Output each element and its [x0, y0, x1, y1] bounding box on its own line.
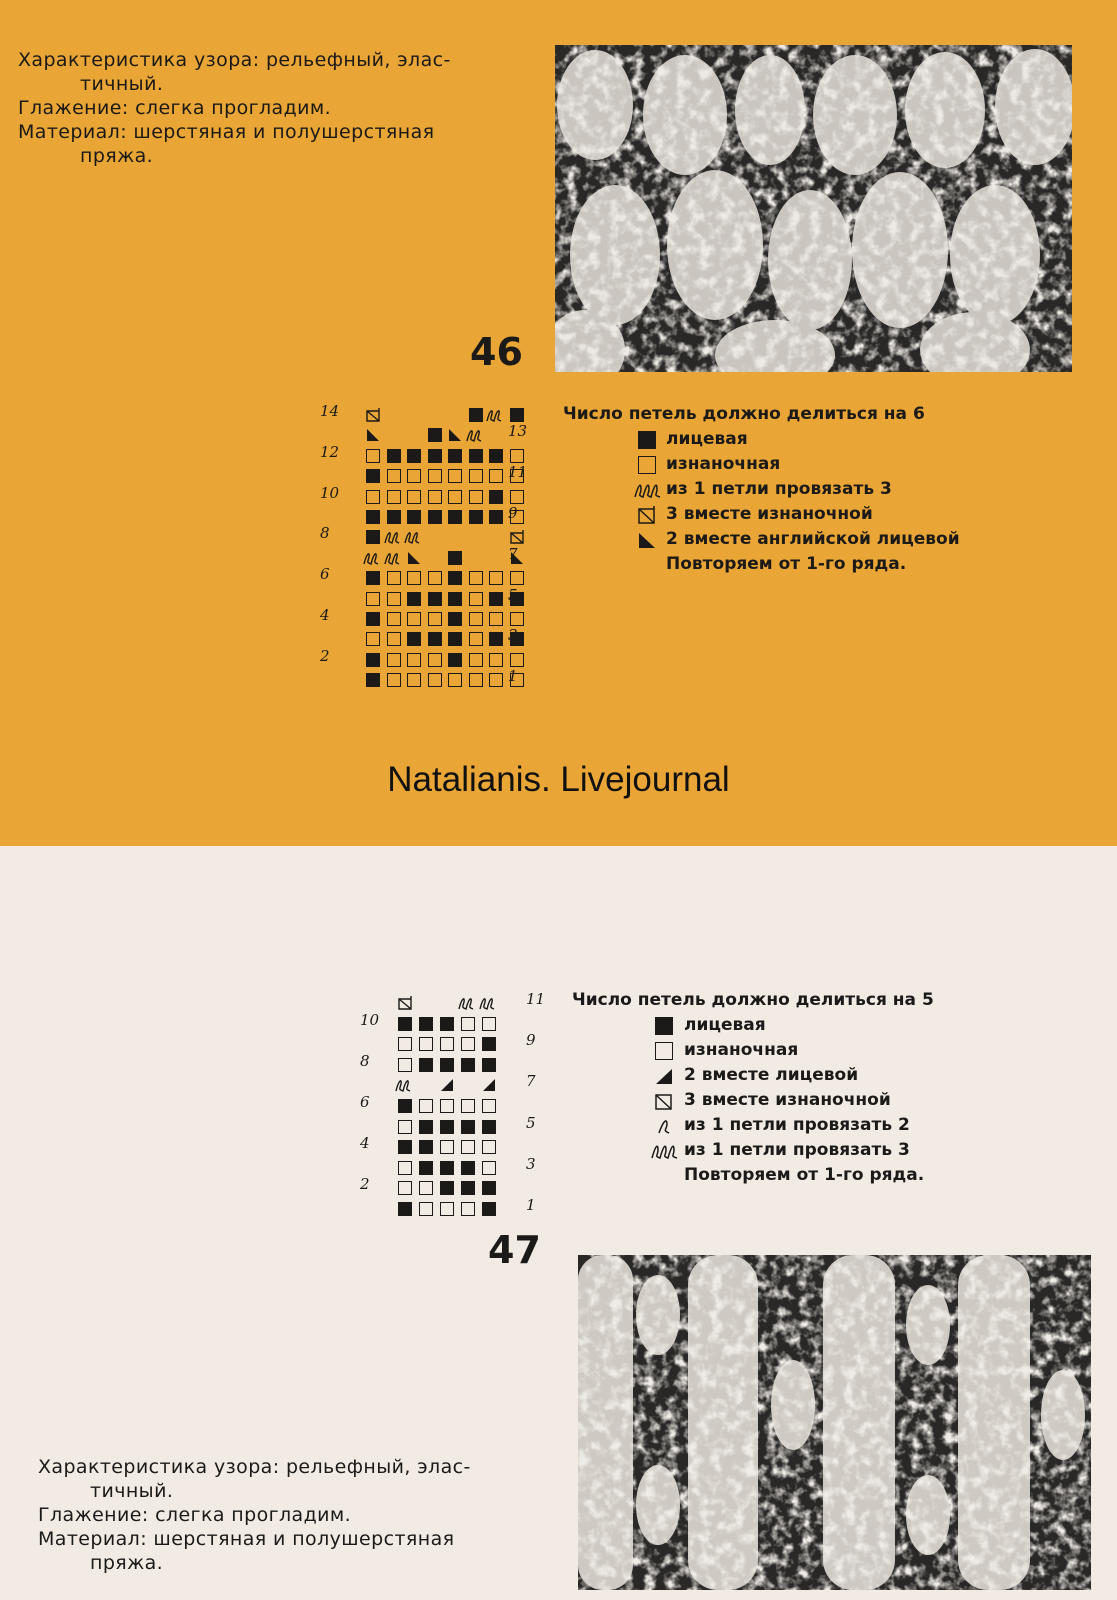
purl-stitch-cell [419, 1181, 433, 1195]
knit-stitch-cell [387, 449, 401, 463]
legend-item [563, 477, 1003, 502]
legend-heading: Число петель должно делиться на 6 [563, 404, 925, 424]
purl-stitch-cell [469, 632, 483, 646]
purl-stitch-cell [469, 469, 483, 483]
legend-label: 3 вместе изнаночной [684, 1090, 891, 1110]
purl-stitch-cell [366, 592, 380, 606]
knit-stitch-cell [398, 1017, 412, 1031]
purl-stitch-cell [366, 449, 380, 463]
description-line: Характеристика узора: рельефный, элас- [18, 49, 451, 71]
legend-label: из 1 петли провязать 3 [666, 479, 892, 499]
purl-stitch-cell [398, 1058, 412, 1072]
knit-stitch-cell [461, 1161, 475, 1175]
purl-stitch-cell [387, 469, 401, 483]
knit-stitch-cell [489, 510, 503, 524]
double-loop-icon [458, 996, 476, 1010]
row-number: 6 [320, 565, 330, 584]
knit-texture-image [578, 1255, 1091, 1590]
purl-stitch-cell [366, 632, 380, 646]
legend-repeat-text: Повторяем от 1-го ряда. [684, 1165, 925, 1185]
double-loop-icon [363, 551, 381, 565]
purl-stitch-cell [510, 612, 524, 626]
pattern-47-chart [358, 988, 548, 1228]
knit-stitch-cell [366, 653, 380, 667]
purl-stitch-cell [407, 653, 421, 667]
legend-item [563, 502, 1003, 527]
legend-item [572, 1138, 1012, 1163]
knit-stitch-cell [469, 510, 483, 524]
row-number: 7 [508, 544, 518, 563]
knit-stitch-cell [440, 1161, 454, 1175]
legend-item [572, 1063, 1012, 1088]
legend-item [563, 452, 1003, 477]
row-number: 11 [526, 990, 546, 1008]
double-loop-icon [404, 530, 422, 544]
triangle-icon [366, 428, 380, 442]
knit-stitch-cell [428, 428, 442, 442]
row-number: 2 [360, 1175, 370, 1194]
legend-label: 3 вместе изнаночной [666, 504, 873, 524]
knit-stitch-cell [489, 490, 503, 504]
description-line: Глажение: слегка прогладим. [38, 1504, 352, 1526]
knit-stitch-cell [489, 449, 503, 463]
purl-stitch-cell [407, 571, 421, 585]
purl-stitch-cell [448, 469, 462, 483]
knit-stitch-cell [398, 1140, 412, 1154]
pattern-47-legend [572, 988, 1012, 1188]
purl-stitch-cell [387, 632, 401, 646]
filled-square-icon [655, 1017, 673, 1035]
legend-heading: Число петель должно делиться на 5 [572, 990, 934, 1010]
knit-stitch-cell [366, 612, 380, 626]
pattern-47-knit-photo [578, 1255, 1091, 1590]
knit-stitch-cell [440, 1181, 454, 1195]
legend-item [572, 1038, 1012, 1063]
purl-stitch-cell [489, 612, 503, 626]
three-together-purl-icon [398, 996, 412, 1010]
knit-stitch-cell [448, 592, 462, 606]
knit-stitch-cell [428, 449, 442, 463]
purl-stitch-cell [469, 653, 483, 667]
purl-stitch-cell [482, 1161, 496, 1175]
legend-repeat-text: Повторяем от 1-го ряда. [666, 554, 907, 574]
knit-stitch-cell [448, 632, 462, 646]
purl-stitch-cell [461, 1202, 475, 1216]
purl-stitch-cell [489, 571, 503, 585]
knit-stitch-cell [366, 469, 380, 483]
legend-label: из 1 петли провязать 2 [684, 1115, 910, 1135]
row-number: 10 [360, 1010, 380, 1029]
knit-stitch-cell [407, 592, 421, 606]
description-line: Материал: шерстяная и полушерстяная [18, 121, 435, 143]
legend-item [563, 427, 1003, 452]
purl-stitch-cell [398, 1161, 412, 1175]
filled-square-icon [638, 431, 656, 449]
knit-stitch-cell [366, 673, 380, 687]
pattern-47-description [38, 1455, 558, 1575]
purl-stitch-cell [428, 490, 442, 504]
row-number: 14 [320, 402, 340, 420]
pattern-46-knit-photo [555, 45, 1072, 372]
purl-stitch-cell [440, 1140, 454, 1154]
purl-stitch-cell [469, 571, 483, 585]
row-number: 8 [320, 524, 330, 543]
row-number: 4 [360, 1134, 370, 1153]
purl-stitch-cell [510, 653, 524, 667]
knit-stitch-cell [448, 571, 462, 585]
purl-stitch-cell [510, 571, 524, 585]
purl-stitch-cell [398, 1181, 412, 1195]
row-number: 3 [526, 1154, 536, 1173]
three-together-purl-icon [655, 1092, 673, 1110]
purl-stitch-cell [428, 653, 442, 667]
knit-stitch-cell [428, 510, 442, 524]
empty-square-icon [638, 456, 656, 474]
purl-stitch-cell [482, 1017, 496, 1031]
knit-stitch-cell [482, 1037, 496, 1051]
row-number: 9 [508, 504, 518, 522]
legend-item [563, 527, 1003, 552]
pattern-46-description [18, 48, 538, 168]
purl-stitch-cell [428, 673, 442, 687]
knit-stitch-cell [448, 551, 462, 565]
pattern-47-number: 47 [488, 1228, 541, 1272]
knit-stitch-cell [489, 592, 503, 606]
knit-stitch-cell [407, 510, 421, 524]
knit-stitch-cell [440, 1017, 454, 1031]
legend-label: лицевая [666, 429, 748, 449]
double-loop-icon [486, 408, 504, 422]
purl-stitch-cell [398, 1037, 412, 1051]
row-number: 12 [320, 442, 340, 461]
purl-stitch-cell [482, 1099, 496, 1113]
purl-stitch-cell [428, 469, 442, 483]
purl-stitch-cell [428, 612, 442, 626]
purl-stitch-cell [428, 571, 442, 585]
knit-stitch-cell [419, 1017, 433, 1031]
row-number: 4 [320, 606, 330, 624]
knit-stitch-cell [398, 1202, 412, 1216]
purl-stitch-cell [489, 469, 503, 483]
triangle-icon [655, 1067, 673, 1085]
purl-stitch-cell [461, 1017, 475, 1031]
double-loop-icon [384, 530, 402, 544]
knit-stitch-cell [398, 1099, 412, 1113]
purl-stitch-cell [387, 653, 401, 667]
purl-stitch-cell [440, 1202, 454, 1216]
triangle-icon [638, 531, 656, 549]
double-loop-icon [395, 1078, 413, 1092]
purl-stitch-cell [469, 592, 483, 606]
row-number: 9 [526, 1031, 536, 1050]
legend-item [572, 1113, 1012, 1138]
knit-stitch-cell [440, 1120, 454, 1134]
double-loop-icon [466, 428, 484, 442]
purl-stitch-cell [440, 1037, 454, 1051]
purl-stitch-cell [419, 1202, 433, 1216]
legend-label: из 1 петли провязать 3 [684, 1140, 910, 1160]
legend-item [572, 1088, 1012, 1113]
row-number: 5 [526, 1113, 536, 1132]
knit-stitch-cell [469, 408, 483, 422]
row-number: 5 [508, 585, 518, 604]
purl-stitch-cell [440, 1099, 454, 1113]
knit-stitch-cell [461, 1058, 475, 1072]
double-loop-icon [655, 1117, 673, 1135]
triple-loop-icon [650, 1142, 678, 1160]
purl-stitch-cell [489, 653, 503, 667]
purl-stitch-cell [461, 1037, 475, 1051]
purl-stitch-cell [387, 571, 401, 585]
knit-stitch-cell [419, 1120, 433, 1134]
legend-repeat [572, 1163, 1012, 1188]
purl-stitch-cell [469, 490, 483, 504]
triangle-icon [407, 551, 421, 565]
purl-stitch-cell [461, 1099, 475, 1113]
description-line: Глажение: слегка прогладим. [18, 97, 332, 119]
knit-stitch-cell [482, 1120, 496, 1134]
purl-stitch-cell [448, 490, 462, 504]
purl-stitch-cell [407, 469, 421, 483]
purl-stitch-cell [366, 490, 380, 504]
purl-stitch-cell [461, 1140, 475, 1154]
knit-stitch-cell [482, 1181, 496, 1195]
purl-stitch-cell [387, 612, 401, 626]
purl-stitch-cell [398, 1120, 412, 1134]
legend-item [572, 1013, 1012, 1038]
purl-stitch-cell [469, 612, 483, 626]
description-line: тичный. [90, 1480, 174, 1502]
three-together-purl-icon [366, 408, 380, 422]
knit-stitch-cell [482, 1202, 496, 1216]
legend-label: 2 вместе лицевой [684, 1065, 859, 1085]
row-number: 13 [508, 422, 528, 441]
knit-stitch-cell [428, 632, 442, 646]
knit-stitch-cell [469, 449, 483, 463]
purl-stitch-cell [387, 490, 401, 504]
row-number: 1 [508, 667, 518, 686]
knit-stitch-cell [387, 510, 401, 524]
purl-stitch-cell [407, 490, 421, 504]
legend-label: изнаночная [684, 1040, 799, 1060]
knit-stitch-cell [366, 510, 380, 524]
purl-stitch-cell [407, 612, 421, 626]
purl-stitch-cell [419, 1099, 433, 1113]
knit-stitch-cell [448, 510, 462, 524]
knit-texture-image [555, 45, 1072, 372]
knit-stitch-cell [407, 632, 421, 646]
legend-label: лицевая [684, 1015, 766, 1035]
knit-stitch-cell [428, 592, 442, 606]
legend-repeat [563, 552, 1003, 577]
double-loop-icon [479, 996, 497, 1010]
three-together-purl-icon [510, 530, 524, 544]
knit-stitch-cell [461, 1181, 475, 1195]
legend-label: 2 вместе английской лицевой [666, 529, 960, 549]
row-number: 3 [508, 626, 518, 645]
pattern-46-number: 46 [470, 330, 523, 374]
purl-stitch-cell [489, 673, 503, 687]
knit-stitch-cell [448, 653, 462, 667]
purl-stitch-cell [387, 673, 401, 687]
three-together-purl-icon [638, 506, 656, 524]
knit-stitch-cell [366, 571, 380, 585]
row-number: 1 [526, 1196, 536, 1214]
knit-stitch-cell [366, 530, 380, 544]
purl-stitch-cell [448, 673, 462, 687]
purl-stitch-cell [419, 1037, 433, 1051]
description-line: пряжа. [90, 1552, 164, 1574]
triple-loop-icon [633, 481, 661, 499]
knit-stitch-cell [448, 449, 462, 463]
pattern-46-legend [563, 402, 1003, 577]
purl-stitch-cell [469, 673, 483, 687]
row-number: 2 [320, 646, 330, 665]
purl-stitch-cell [482, 1140, 496, 1154]
knit-stitch-cell [419, 1161, 433, 1175]
description-line: тичный. [80, 73, 164, 95]
knit-stitch-cell [440, 1058, 454, 1072]
triangle-icon [482, 1078, 496, 1092]
purl-stitch-cell [510, 490, 524, 504]
pattern-46-chart [318, 400, 538, 700]
knit-stitch-cell [419, 1058, 433, 1072]
description-line: Материал: шерстяная и полушерстяная [38, 1528, 455, 1550]
purl-stitch-cell [510, 449, 524, 463]
knit-stitch-cell [407, 449, 421, 463]
legend-label: изнаночная [666, 454, 781, 474]
triangle-icon [448, 428, 462, 442]
empty-square-icon [655, 1042, 673, 1060]
double-loop-icon [384, 551, 402, 565]
description-line: пряжа. [80, 145, 154, 167]
row-number: 6 [360, 1093, 370, 1111]
knit-stitch-cell [461, 1120, 475, 1134]
purl-stitch-cell [407, 673, 421, 687]
row-number: 8 [360, 1051, 370, 1070]
knit-stitch-cell [510, 408, 524, 422]
knit-stitch-cell [448, 612, 462, 626]
description-line: Характеристика узора: рельефный, элас- [38, 1456, 471, 1478]
knit-stitch-cell [489, 632, 503, 646]
triangle-icon [440, 1078, 454, 1092]
purl-stitch-cell [387, 592, 401, 606]
row-number: 11 [508, 463, 528, 482]
row-number: 7 [526, 1072, 536, 1091]
knit-stitch-cell [419, 1140, 433, 1154]
watermark-text: Natalianis. Livejournal [387, 760, 730, 799]
knit-stitch-cell [482, 1058, 496, 1072]
row-number: 10 [320, 483, 340, 502]
